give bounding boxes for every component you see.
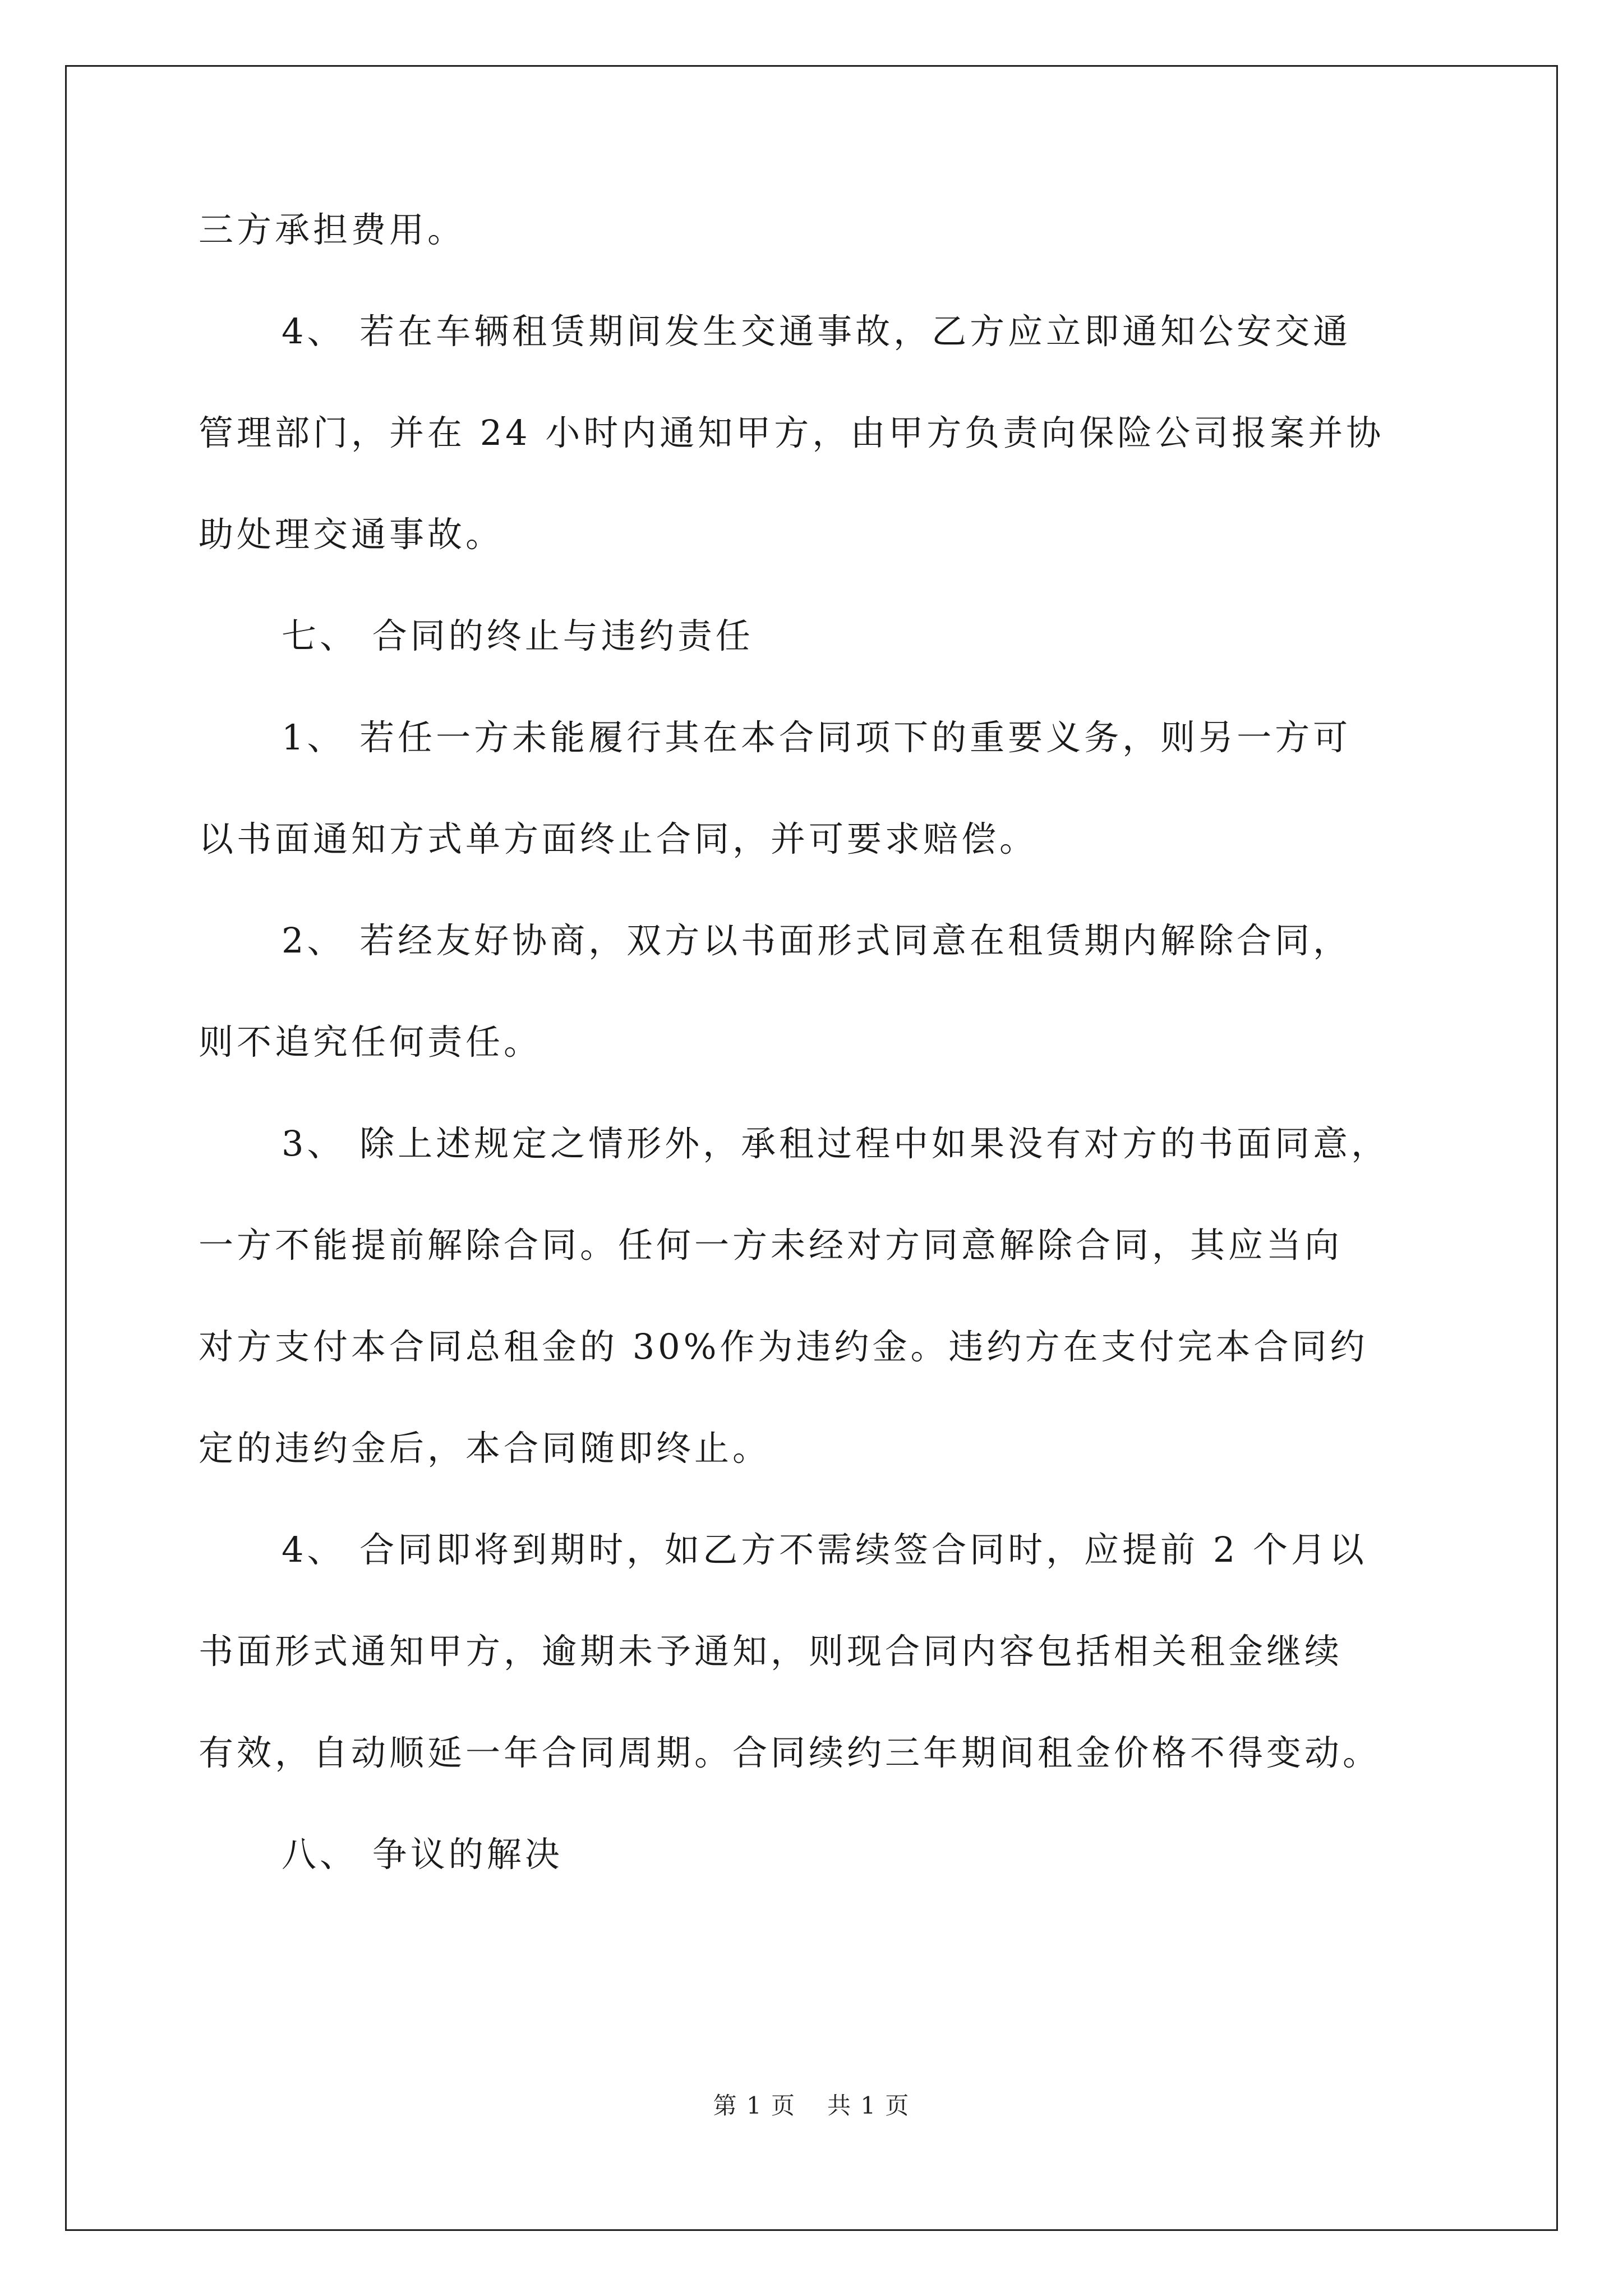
text-line: 管理部门，并在 24 小时内通知甲方，由甲方负责向保险公司报案并协	[199, 412, 1385, 453]
text-line: 则不追究任何责任。	[199, 1022, 542, 1062]
section-heading: 七、 合同的终止与违约责任	[282, 615, 754, 656]
text-line: 一方不能提前解除合同。任何一方未经对方同意解除合同，其应当向	[199, 1225, 1343, 1266]
text-line: 1、 若任一方未能履行其在本合同项下的重要义务，则另一方可	[282, 717, 1352, 758]
text-line: 书面形式通知甲方，逾期未予通知，则现合同内容包括相关租金继续	[199, 1631, 1343, 1672]
page-total: 共 1 页	[827, 2092, 910, 2119]
page-number: 第 1 页	[713, 2092, 796, 2119]
text-line: 有效，自动顺延一年合同周期。合同续约三年期间租金价格不得变动。	[199, 1732, 1381, 1773]
text-line: 4、 若在车辆租赁期间发生交通事故，乙方应立即通知公安交通	[282, 311, 1352, 352]
page-footer	[0, 2089, 1623, 2123]
text-line: 4、 合同即将到期时，如乙方不需续签合同时，应提前 2 个月以	[282, 1529, 1368, 1570]
text-line: 对方支付本合同总租金的 30%作为违约金。违约方在支付完本合同约	[199, 1326, 1368, 1367]
section-heading: 八、 争议的解决	[282, 1834, 563, 1875]
text-line: 三方承担费用。	[199, 209, 466, 250]
text-line: 助处理交通事故。	[199, 514, 504, 555]
text-line: 3、 除上述规定之情形外，承租过程中如果没有对方的书面同意，	[282, 1123, 1390, 1164]
text-line: 2、 若经友好协商，双方以书面形式同意在租赁期内解除合同，	[282, 920, 1352, 961]
text-line: 以书面通知方式单方面终止合同，并可要求赔偿。	[199, 818, 1038, 859]
text-line: 定的违约金后，本合同随即终止。	[199, 1428, 771, 1469]
